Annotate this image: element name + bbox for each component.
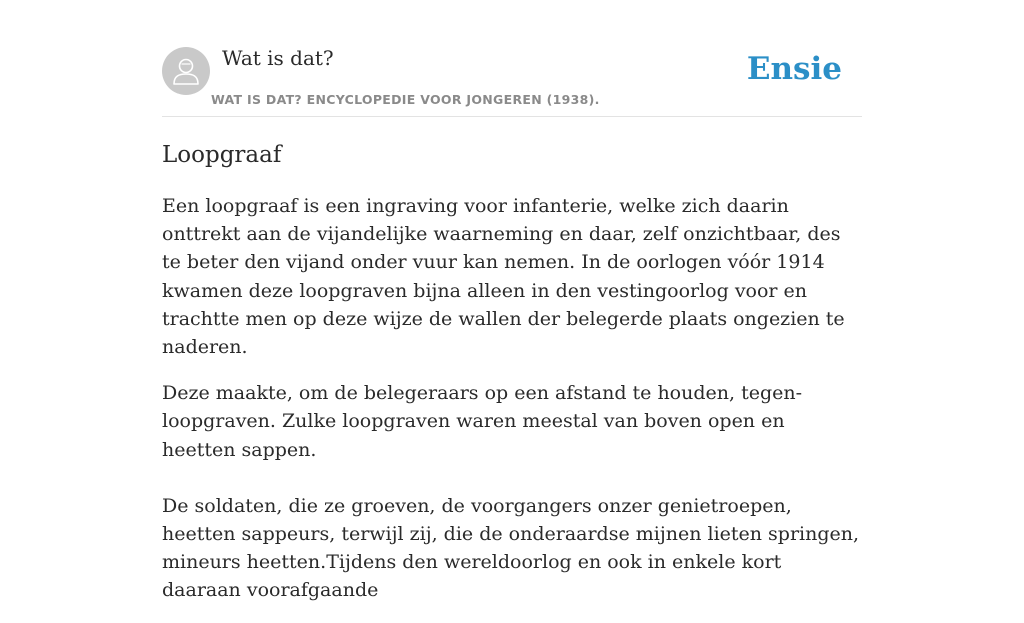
site-title[interactable]: Wat is dat?	[222, 46, 334, 70]
page-wrapper	[162, 0, 862, 602]
brand-logo[interactable]: Ensie	[746, 51, 842, 87]
article-body	[162, 192, 862, 623]
source-label[interactable]: WAT IS DAT? ENCYCLOPEDIE VOOR JONGEREN (1938).	[211, 92, 600, 107]
paragraph-2: Deze maakte, om de belegeraars op een afstand te houden, tegen-loopgraven. Zulke loopgraven waren meestal van boven open en heetten sappen.	[162, 382, 803, 461]
paragraph-1: Een loopgraaf is een ingraving voor infanterie, welke zich daarin onttrekt aan de vijandelijke waarneming en daar, zelf onzichtbaar, des te beter den vijand onder vuur kan nemen. In de oorlogen vóór 1914 kwamen deze loopgraven bijna alleen in den vestingoorlog voor en trachtte men op deze wijze de wallen der belegerde plaats ongezien te naderen.	[162, 195, 845, 359]
article-title: Loopgraaf	[162, 142, 282, 168]
avatar-glyph	[162, 47, 210, 95]
header	[162, 0, 862, 117]
user-avatar-icon[interactable]	[162, 47, 210, 95]
paragraph-3: De soldaten, die ze groeven, de voorgangers onzer genietroepen, heetten sappeurs, terwijl zij, die de onderaardse mijnen lieten springen, mineurs heetten.Tijdens den wereldoorlog en ook in enkele kort daaraan voorafgaande	[162, 494, 860, 602]
